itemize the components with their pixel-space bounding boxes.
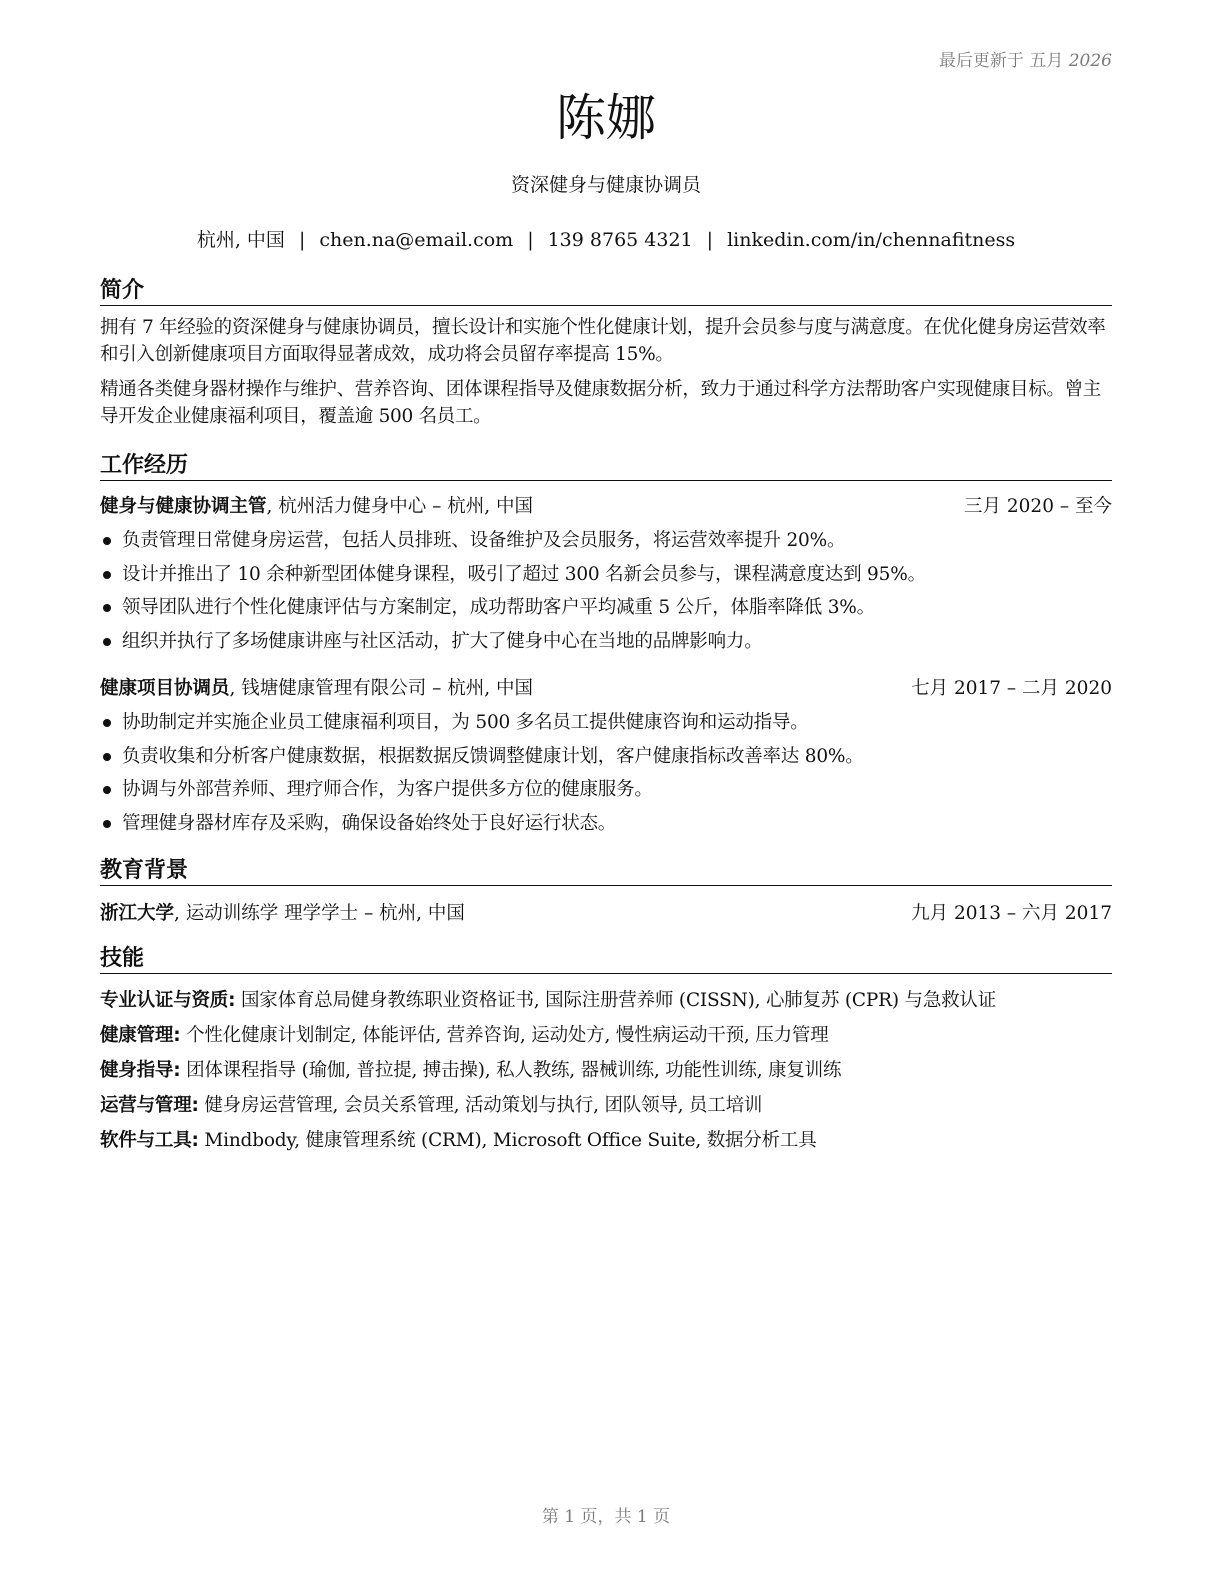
contact-linkedin[interactable]: linkedin.com/in/chennafitness — [727, 229, 1016, 251]
summary-paragraph: 精通各类健身器材操作与维护、营养咨询、团体课程指导及健康数据分析，致力于通过科学方法帮助客户实现健康目标。曾主导开发企业健康福利项目，覆盖逾 500 名员工。 — [100, 379, 1102, 427]
job-entry — [100, 494, 1112, 658]
skills-section — [100, 945, 1112, 1158]
job-bullet: 设计并推出了 10 余种新型团体健身课程，吸引了超过 300 名新会员参与，课程满意度达到 95%。 — [100, 558, 1112, 592]
skill-label: 专业认证与资质: — [100, 990, 236, 1011]
last-updated-prefix: 最后更新于 五月 — [938, 51, 1064, 71]
summary-section — [100, 277, 1112, 430]
education-school: 浙江大学 — [100, 903, 175, 924]
candidate-title: 资深健身与健康协调员 — [510, 174, 701, 196]
job-entry — [100, 676, 1112, 840]
contact-separator: | — [527, 229, 534, 251]
education-line — [100, 901, 465, 927]
contact-phone: 139 8765 4321 — [547, 229, 693, 251]
skill-label: 健身指导: — [100, 1060, 181, 1081]
skill-row — [100, 1018, 1112, 1053]
job-bullet: 负责收集和分析客户健康数据，根据数据反馈调整健康计划，客户健康指标改善率达 80%。 — [100, 740, 1112, 774]
skills-list — [100, 983, 1112, 1158]
job-title-line — [100, 494, 533, 520]
education-dates: 九月 2013 – 六月 2017 — [911, 903, 1112, 924]
job-bullets — [100, 706, 1112, 840]
summary-paragraph: 拥有 7 年经验的资深健身与健康协调员，擅长设计和实施个性化健康计划，提升会员参与度与满意度。在优化健身房运营效率和引入创新健康项目方面取得显著成效，成功将会员留存率提高 15%。 — [100, 317, 1106, 365]
skill-value: 团体课程指导 (瑜伽, 普拉提, 搏击操), 私人教练, 器械训练, 功能性训练, 康复训练 — [180, 1060, 842, 1081]
contact-separator: | — [298, 229, 306, 251]
contact-email[interactable]: chen.na@email.com — [319, 229, 514, 251]
skill-value: 国家体育总局健身教练职业资格证书, 国际注册营养师 (CISSN), 心肺复苏 (CPR) 与急救认证 — [235, 990, 997, 1011]
job-dates: 七月 2017 – 二月 2020 — [911, 678, 1112, 699]
job-title-line — [100, 676, 533, 702]
job-bullet: 组织并执行了多场健康讲座与社区活动，扩大了健身中心在当地的品牌影响力。 — [100, 625, 1112, 659]
section-heading-summary: 简介 — [100, 277, 1112, 306]
job-title: 健身与健康协调主管 — [100, 496, 267, 517]
skill-label: 健康管理: — [100, 1025, 181, 1046]
job-org: , 杭州活力健身中心 – 杭州, 中国 — [266, 496, 534, 517]
skill-row — [100, 1088, 1112, 1123]
skill-row — [100, 1053, 1112, 1088]
section-heading-education: 教育背景 — [100, 857, 1112, 886]
skill-row — [100, 1123, 1112, 1158]
page-number: 第 1 页，共 1 页 — [541, 1507, 671, 1527]
contact-line — [100, 225, 1112, 252]
resume-page — [100, 0, 1112, 1584]
education-entry — [100, 901, 1112, 927]
job-bullet: 协助制定并实施企业员工健康福利项目，为 500 多名员工提供健康咨询和运动指导。 — [100, 706, 1112, 740]
education-detail: , 运动训练学 理学学士 – 杭州, 中国 — [174, 903, 465, 924]
job-header — [100, 676, 1112, 702]
job-bullets — [100, 524, 1112, 658]
education-section — [100, 857, 1112, 927]
skill-value: Mindbody, 健康管理系统 (CRM), Microsoft Office Suite, 数据分析工具 — [198, 1130, 817, 1151]
skill-value: 个性化健康计划制定, 体能评估, 营养咨询, 运动处方, 慢性病运动干预, 压力管理 — [180, 1025, 829, 1046]
skill-label: 软件与工具: — [100, 1130, 199, 1151]
job-bullet: 负责管理日常健身房运营，包括人员排班、设备维护及会员服务，将运营效率提升 20%。 — [100, 524, 1112, 558]
last-updated — [939, 46, 1112, 71]
job-bullet: 领导团队进行个性化健康评估与方案制定，成功帮助客户平均减重 5 公斤，体脂率降低 3%。 — [100, 591, 1112, 625]
section-heading-experience: 工作经历 — [100, 452, 1112, 481]
candidate-name: 陈娜 — [556, 89, 656, 147]
contact-location: 杭州, 中国 — [196, 229, 285, 251]
skill-row — [100, 983, 1112, 1018]
skill-value: 健身房运营管理, 会员关系管理, 活动策划与执行, 团队领导, 员工培训 — [198, 1095, 763, 1116]
job-dates: 三月 2020 – 至今 — [964, 496, 1112, 517]
job-title: 健康项目协调员 — [100, 678, 230, 699]
job-bullet: 协调与外部营养师、理疗师合作，为客户提供多方位的健康服务。 — [100, 773, 1112, 807]
job-bullet: 管理健身器材库存及采购，确保设备始终处于良好运行状态。 — [100, 807, 1112, 841]
job-org: , 钱塘健康管理有限公司 – 杭州, 中国 — [229, 678, 534, 699]
contact-separator: | — [706, 229, 714, 251]
last-updated-year: 2026 — [1068, 51, 1112, 71]
job-header — [100, 494, 1112, 520]
section-heading-skills: 技能 — [100, 945, 1112, 974]
experience-section — [100, 452, 1112, 840]
skill-label: 运营与管理: — [100, 1095, 199, 1116]
